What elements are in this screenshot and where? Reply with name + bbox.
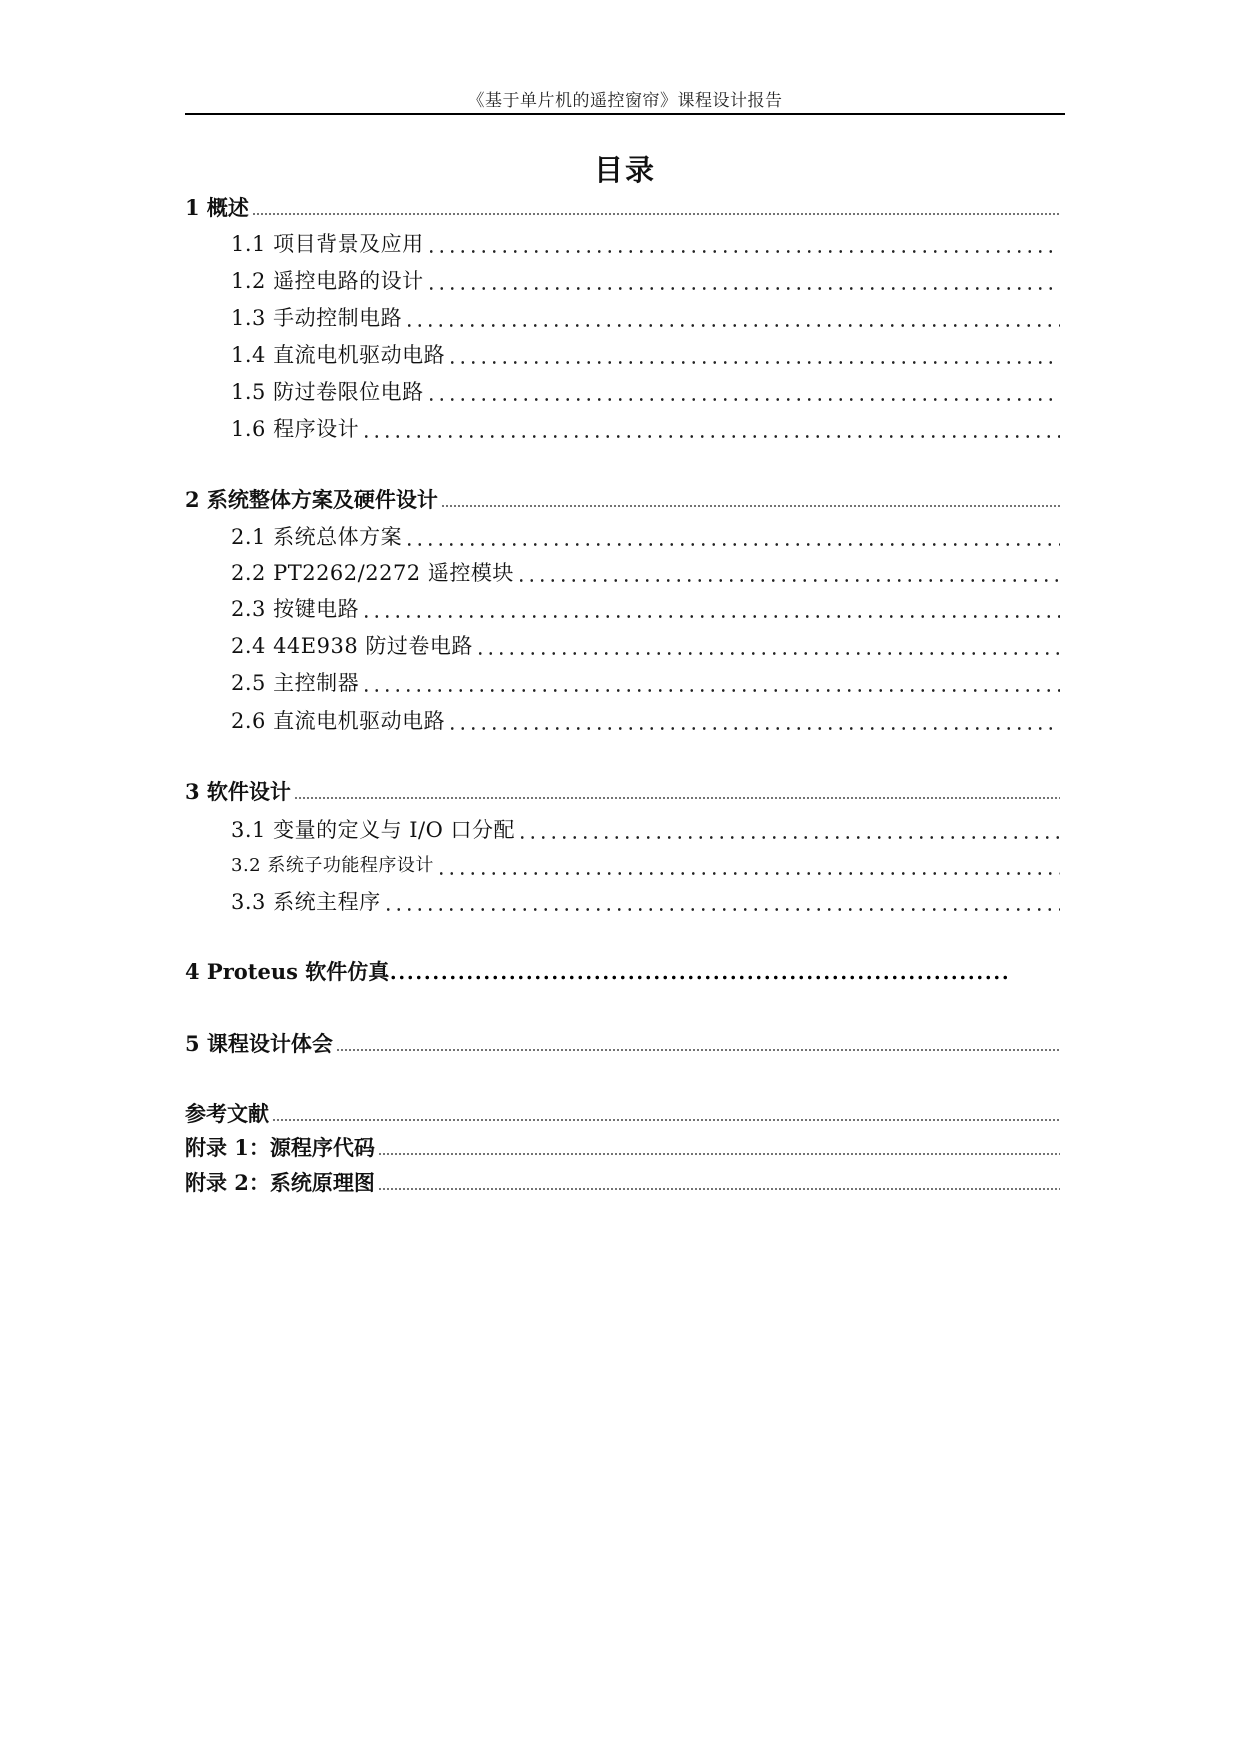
toc-label: 2 系统整体方案及硬件设计 [185,487,438,512]
dot-leader [361,435,1060,438]
toc-label: 1.3 手动控制电路 [231,306,403,330]
toc-label: 2.4 44E938 防过卷电路 [231,634,473,658]
dot-leader [404,324,1060,327]
toc-label: 参考文献 [185,1101,269,1126]
toc-entry-1[interactable] [185,193,1060,223]
toc-label: 1.6 程序设计 [231,417,360,441]
dot-leader [361,689,1060,692]
dot-leader [436,872,1060,875]
toc-entry-appendix-1[interactable] [185,1133,1060,1163]
page-title: 目录 [593,153,656,187]
toc-label: 3.1 变量的定义与 I/O 口分配 [231,818,516,842]
toc-entry-2[interactable] [185,485,1060,515]
dot-leader [378,1188,1060,1190]
dot-leader [447,727,1060,730]
toc-entry-1-5[interactable] [231,376,1060,408]
dot-leader [389,975,1011,980]
dot-leader [475,652,1060,655]
toc-label: 附录 2：系统原理图 [185,1170,375,1195]
toc-entry-2-4[interactable] [231,630,1060,662]
toc-entry-1-1[interactable] [231,228,1060,260]
dot-leader [441,505,1060,507]
toc-label: 4 Proteus 软件仿真 [185,959,390,984]
toc-entry-3-2[interactable] [231,850,1060,882]
toc-entry-3-3[interactable] [231,886,1060,918]
dot-leader [378,1153,1060,1155]
dot-leader [404,543,1060,546]
toc-entry-2-1[interactable] [231,521,1060,553]
toc-label: 2.5 主控制器 [231,671,360,695]
dot-leader [517,836,1060,839]
toc-entry-3[interactable] [185,777,1060,807]
toc-entry-appendix-2[interactable] [185,1168,1060,1198]
toc-label: 1.4 直流电机驱动电路 [231,343,446,367]
toc-label: 5 课程设计体会 [185,1031,333,1056]
toc-label: 3.3 系统主程序 [231,890,381,914]
toc-label: 2.6 直流电机驱动电路 [231,709,446,733]
dot-leader [272,1119,1060,1121]
dot-leader [426,398,1060,401]
dot-leader [336,1049,1060,1051]
toc-entry-2-6[interactable] [231,705,1060,737]
dot-leader [252,213,1060,215]
toc-label: 1.5 防过卷限位电路 [231,380,424,404]
header-divider [185,113,1065,115]
toc-entry-1-3[interactable] [231,302,1060,334]
dot-leader [516,579,1060,582]
toc-label: 3.2 系统子功能程序设计 [231,855,434,876]
toc-entry-4[interactable] [185,957,1060,987]
toc-entry-2-2[interactable] [231,557,1060,589]
toc-entry-1-2[interactable] [231,265,1060,297]
toc-entry-3-1[interactable] [231,814,1060,846]
toc-entry-2-3[interactable] [231,593,1060,625]
toc-label: 1 概述 [185,195,249,220]
toc-label: 附录 1：源程序代码 [185,1135,375,1160]
toc-entry-1-4[interactable] [231,339,1060,371]
toc-entry-5[interactable] [185,1029,1060,1059]
dot-leader [426,287,1060,290]
dot-leader [447,361,1060,364]
toc-label: 1.1 项目背景及应用 [231,232,424,256]
toc-entry-references[interactable] [185,1099,1060,1129]
toc-label: 2.2 PT2262/2272 遥控模块 [231,561,514,585]
dot-leader [426,250,1060,253]
dot-leader [294,797,1060,799]
dot-leader [361,615,1060,618]
page-header: 《基于单片机的遥控窗帘》课程设计报告 [467,91,783,111]
toc-entry-2-5[interactable] [231,667,1060,699]
toc-label: 2.1 系统总体方案 [231,525,403,549]
toc-label: 2.3 按键电路 [231,597,360,621]
toc-label: 1.2 遥控电路的设计 [231,269,424,293]
toc-entry-1-6[interactable] [231,413,1060,445]
dot-leader [383,908,1060,911]
toc-label: 3 软件设计 [185,779,291,804]
